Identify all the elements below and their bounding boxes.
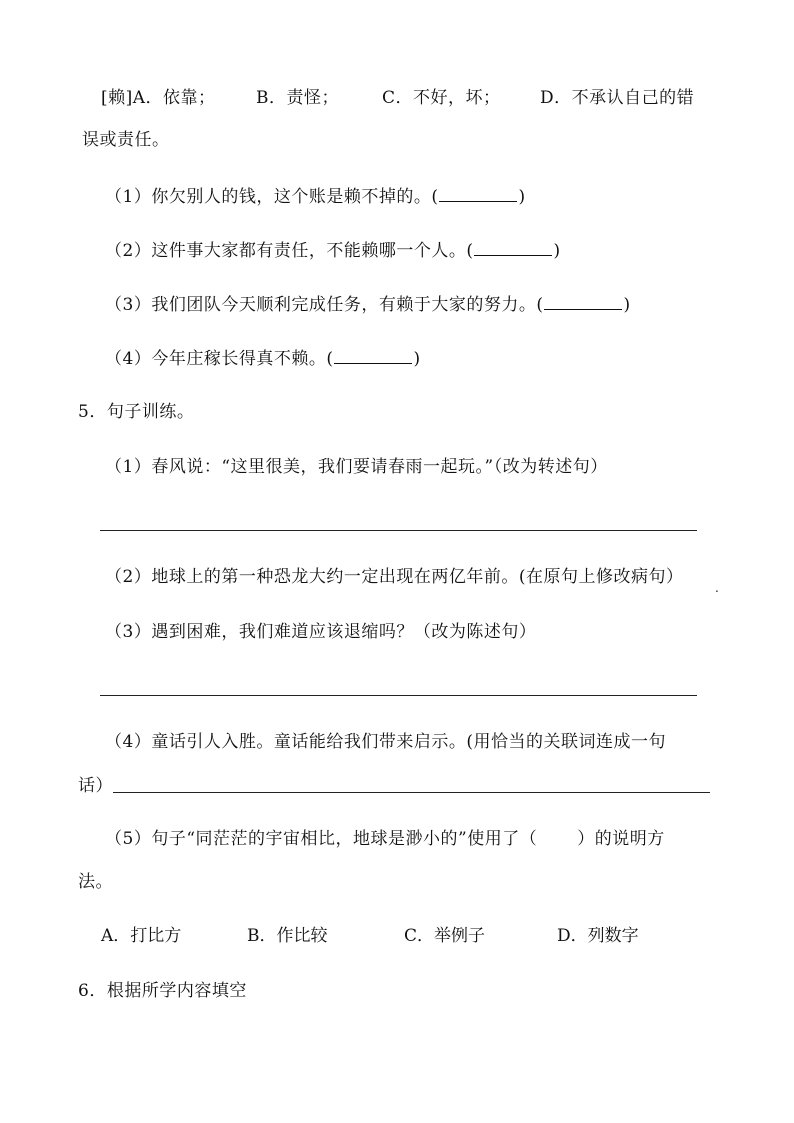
answer-blank[interactable] <box>544 291 622 310</box>
q5-sentence-4-line1: （4）童话引人入胜。童话能给我们带来启示。(用恰当的关联词连成一句 <box>105 732 666 752</box>
item-text: 今年庄稼长得真不赖。 <box>151 349 327 369</box>
option-d-text: 不承认自己的错 <box>571 88 695 108</box>
option-a-letter: A． <box>132 88 164 108</box>
choice-b <box>247 924 328 948</box>
option-b <box>256 86 339 110</box>
definition-label: [赖] <box>101 88 133 108</box>
answer-blank[interactable] <box>474 237 552 256</box>
item-number: （2） <box>105 241 152 261</box>
answer-blank[interactable] <box>439 183 517 202</box>
answer-blank[interactable] <box>334 345 412 364</box>
q4-item-3 <box>105 291 631 317</box>
stray-dot: . <box>715 581 719 595</box>
option-b-text: 责怪； <box>286 88 339 108</box>
choice-text: 作比较 <box>276 926 328 946</box>
q5-sentence-3: （3）遇到困难，我们难道应该退缩吗？（改为陈述句） <box>105 622 537 642</box>
choice-letter: B． <box>247 926 277 946</box>
choice-c <box>404 924 485 948</box>
answer-line-4[interactable] <box>113 792 710 793</box>
sentence-5-part-a: （5）句子“同茫茫的宇宙相比，地球是渺小的”使用了（ <box>105 829 538 849</box>
choice-a <box>101 924 181 948</box>
option-d-letter: D． <box>540 88 572 108</box>
answer-line-3[interactable] <box>100 695 697 696</box>
choice-text: 打比方 <box>130 926 182 946</box>
definition-line <box>101 86 216 110</box>
item-text: 我们团队今天顺利完成任务，有赖于大家的努力。 <box>151 295 537 315</box>
open-paren: ( <box>536 295 544 315</box>
item-number: （1） <box>105 187 152 207</box>
q5-sentence-5-line2: 法。 <box>78 872 113 892</box>
close-paren: ) <box>518 187 526 207</box>
close-paren: ) <box>413 349 421 369</box>
q6-heading: 6．根据所学内容填空 <box>78 981 247 1001</box>
choice-text: 列数字 <box>587 926 639 946</box>
sentence-5-part-b: ）的说明方 <box>577 829 665 849</box>
option-c-letter: C． <box>382 88 414 108</box>
option-c <box>382 86 501 110</box>
choice-letter: D． <box>557 926 588 946</box>
open-paren: ( <box>466 241 474 261</box>
close-paren: ) <box>553 241 561 261</box>
item-text: 你欠别人的钱，这个账是赖不掉的。 <box>151 187 432 207</box>
option-d <box>540 86 694 110</box>
open-paren: ( <box>431 187 439 207</box>
choice-letter: C． <box>404 926 435 946</box>
open-paren: ( <box>326 349 334 369</box>
item-number: （3） <box>105 295 152 315</box>
choice-text: 举例子 <box>434 926 486 946</box>
option-b-letter: B． <box>256 88 287 108</box>
answer-line-1[interactable] <box>100 530 697 531</box>
q5-heading: 5．句子训练。 <box>78 402 195 422</box>
q5-sentence-2: （2）地球上的第一种恐龙大约一定出现在两亿年前。(在原句上修改病句） <box>105 567 684 587</box>
q4-item-1 <box>105 183 526 209</box>
q4-item-2 <box>105 237 561 263</box>
choice-letter: A． <box>101 926 131 946</box>
item-number: （4） <box>105 349 152 369</box>
option-c-text: 不好，坏； <box>413 88 501 108</box>
item-text: 这件事大家都有责任，不能赖哪一个人。 <box>151 241 467 261</box>
close-paren: ) <box>623 295 631 315</box>
option-d-continuation: 误或责任。 <box>82 130 170 150</box>
q5-sentence-4-line2: 话） <box>78 776 113 796</box>
option-a-text: 依靠； <box>163 88 216 108</box>
q5-sentence-1: （1）春风说：“这里很美，我们要请春雨一起玩。”（改为转述句） <box>105 457 608 477</box>
choice-d <box>557 924 639 948</box>
q5-sentence-5-line1 <box>105 827 665 851</box>
q4-item-4 <box>105 345 421 371</box>
